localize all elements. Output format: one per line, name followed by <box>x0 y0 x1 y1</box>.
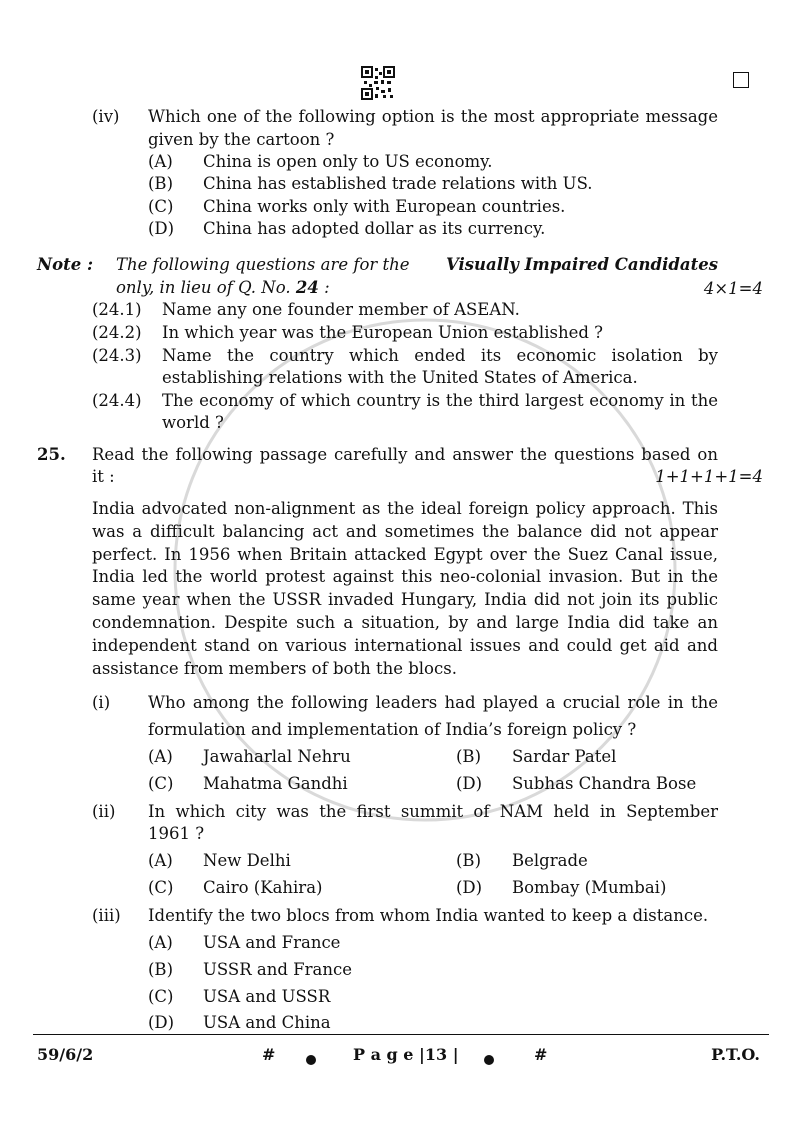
passage-line: assistance from members of both the blocs. <box>92 658 457 678</box>
note-text: The following questions are for the <box>116 255 410 274</box>
question-number: (iv) <box>92 107 120 126</box>
bullet-dot-icon <box>306 1050 316 1069</box>
question-text-line: world ? <box>162 413 224 432</box>
option-text: USA and China <box>203 1013 331 1032</box>
question-reference: 24 <box>295 278 319 297</box>
option-label: (C) <box>148 987 174 1006</box>
option-label: (B) <box>148 174 173 193</box>
option-text: Bombay (Mumbai) <box>512 878 667 897</box>
option-text: USSR and France <box>203 960 352 979</box>
question-text-line: Name the country which ended its economic isolation by <box>162 346 718 365</box>
question-number: (24.2) <box>92 323 142 342</box>
question-text-line: Read the following passage carefully and answer the questions based on <box>92 445 718 464</box>
question-number: 25. <box>37 445 66 464</box>
passage-line: same year when the USSR invaded Hungary, India did not join its public <box>92 590 718 610</box>
page-label: P a g e | <box>353 1045 425 1064</box>
question-text-line: given by the cartoon ? <box>148 130 335 149</box>
paper-code: 59/6/2 <box>37 1045 94 1064</box>
option-label: (C) <box>148 774 174 793</box>
passage-line: India led the world protest against this neo-colonial invasion. But in the <box>92 567 718 587</box>
please-turn-over: P.T.O. <box>711 1045 760 1064</box>
option-text: Sardar Patel <box>512 747 617 766</box>
footer-divider <box>33 1034 769 1035</box>
option-text: China has adopted dollar as its currency. <box>203 219 546 238</box>
option-text: Cairo (Kahira) <box>203 878 323 897</box>
question-text: Identify the two blocs from whom India wanted to keep a distance. <box>148 906 709 925</box>
option-label: (D) <box>148 1013 175 1032</box>
question-text-line: establishing relations with the United States of America. <box>162 368 638 387</box>
question-text: Name any one founder member of ASEAN. <box>162 300 520 319</box>
passage-line: independent stand on various international issues and could get aid and <box>92 635 718 655</box>
question-text <box>162 390 718 412</box>
option-label: (A) <box>148 747 173 766</box>
qr-code-icon <box>361 66 395 100</box>
question-intro <box>92 444 718 466</box>
question-number: (24.4) <box>92 391 142 410</box>
question-text <box>162 345 718 367</box>
page-separator: | <box>452 1045 459 1064</box>
question-text-line: 1961 ? <box>148 824 205 843</box>
option-label: (D) <box>148 219 175 238</box>
note-text-line <box>116 277 330 299</box>
question-number: (iii) <box>92 906 121 925</box>
option-label: (D) <box>456 774 483 793</box>
option-text: China has established trade relations with US. <box>203 174 593 193</box>
option-text: Jawaharlal Nehru <box>203 747 351 766</box>
hash-mark: # <box>534 1045 548 1064</box>
passage-line: India advocated non-alignment as the ideal foreign policy approach. This <box>92 499 718 518</box>
question-number: (24.3) <box>92 346 142 365</box>
question-text-line: In which city was the first summit of NAM held in September <box>148 802 718 821</box>
option-label: (B) <box>456 747 481 766</box>
note-emphasis: Visually Impaired Candidates <box>445 255 718 274</box>
option-label: (D) <box>456 878 483 897</box>
option-label: (A) <box>148 933 173 952</box>
marks-allocation: 1+1+1+1=4 <box>655 467 763 486</box>
passage-line: perfect. In 1956 when Britain attacked Egypt over the Suez Canal issue, <box>92 544 718 564</box>
option-label: (A) <box>148 152 173 171</box>
option-label: (B) <box>148 960 173 979</box>
note-text: only, in lieu of Q. No. <box>116 278 291 297</box>
option-text: Mahatma Gandhi <box>203 774 348 793</box>
question-text-line: Which one of the following option is the most appropriate message <box>148 107 718 126</box>
marks-allocation: 4×1=4 <box>703 279 763 298</box>
note-colon: : <box>324 278 330 297</box>
question-text-line: formulation and implementation of India’s foreign policy ? <box>148 720 637 739</box>
bullet-dot-icon <box>484 1050 494 1069</box>
option-label: (A) <box>148 851 173 870</box>
option-text: USA and USSR <box>203 987 331 1006</box>
question-number: (24.1) <box>92 300 142 319</box>
question-number: (i) <box>92 693 111 712</box>
option-text: China works only with European countries. <box>203 197 566 216</box>
note-text-line <box>116 254 718 276</box>
page-indicator <box>353 1044 459 1066</box>
option-label: (C) <box>148 878 174 897</box>
question-text: In which year was the European Union established ? <box>162 323 603 342</box>
option-label: (C) <box>148 197 174 216</box>
question-text <box>148 692 718 714</box>
question-text <box>148 106 718 128</box>
option-text: Belgrade <box>512 851 588 870</box>
question-text-line: Who among the following leaders had played a crucial role in the <box>148 693 718 712</box>
passage-line: condemnation. Despite such a situation, by and large India did take an <box>92 612 718 632</box>
page-number: 13 <box>424 1045 448 1064</box>
checkbox-square-icon <box>733 72 749 88</box>
question-text-line: The economy of which country is the third largest economy in the <box>162 391 718 410</box>
note-label: Note : <box>37 255 94 274</box>
question-text <box>148 801 718 823</box>
hash-mark: # <box>262 1045 276 1064</box>
option-label: (B) <box>456 851 481 870</box>
question-text-line: it : <box>92 467 115 486</box>
option-text: Subhas Chandra Bose <box>512 774 697 793</box>
passage-line: was a difficult balancing act and sometimes the balance did not appear <box>92 521 718 541</box>
option-text: China is open only to US economy. <box>203 152 493 171</box>
option-text: New Delhi <box>203 851 291 870</box>
passage <box>92 498 718 680</box>
question-number: (ii) <box>92 802 116 821</box>
option-text: USA and France <box>203 933 341 952</box>
